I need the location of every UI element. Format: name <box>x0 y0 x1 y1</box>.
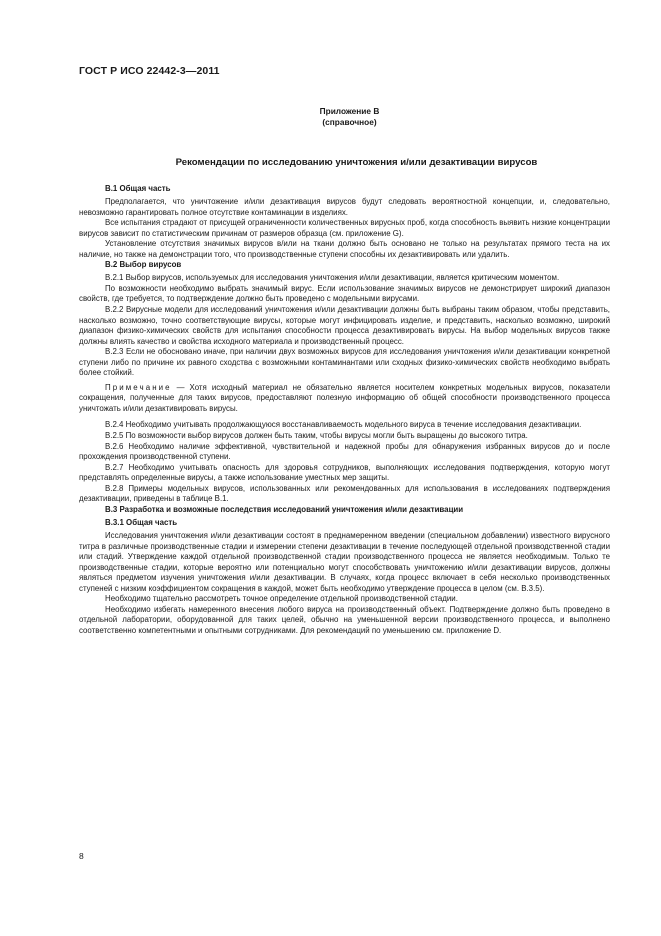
section-heading-b2: В.2 Выбор вирусов <box>105 260 182 270</box>
paragraph: Необходимо тщательно рассмотреть точное определение отдельной производственной стадии. <box>105 594 458 604</box>
paragraph: В.2.1 Выбор вирусов, используемых для исследования уничтожения и/или дезактивации, является критическим моментом. <box>105 273 560 283</box>
section-heading-b3: В.3 Разработка и возможные последствия исследований уничтожения и/или дезактивации <box>105 504 464 514</box>
paragraph: Исследования уничтожения и/или дезактивации состоят в преднамеренном введении (специальном добавлении) известного вирусного титра в различные производственные стадии и измерении степени дезактивации в течение последующей отдельной производственной стадии или стадий. Утверждение каждой отдельной производственной стадии производственного процесса не является необходимым. Только те производственные стадии, которые вероятно или потенциально могут способствовать уничтожению и/или дезактивации вирусов, должны являться предметом изучения уничтожения и/или дезактивации. В случаях, когда процесс включает в себя несколько производственных ступеней с низким коэффициентом сокращения в каждой, может быть необходимо утверждение процесса в целом (см. В.3.5). <box>79 530 610 593</box>
note <box>79 383 610 415</box>
paragraph: В.2.6 Необходимо наличие эффективной, чувствительной и надежной пробы для обнаружения избранных вирусов до и после прохождения производственной ступени. <box>79 441 610 462</box>
appendix-heading <box>0 106 661 127</box>
appendix-label: Приложение В <box>319 106 380 116</box>
page-number: 8 <box>79 851 84 861</box>
section-heading-b1: В.1 Общая часть <box>105 184 171 193</box>
subsection-heading-b3-1: В.3.1 Общая часть <box>105 517 178 527</box>
standard-designation: ГОСТ Р ИСО 22442-3—2011 <box>79 65 220 77</box>
paragraph: По возможности необходимо выбрать значимый вирус. Если использование значимых вирусов не демонстрирует широкий диапазон свойств, где требуется, то подтверждение должно быть проведено с модельными вирусами. <box>79 283 610 304</box>
paragraph: В.2.4 Необходимо учитывать продолжающуюся восстанавливаемость модельного вируса в течение исследования дезактивации. <box>105 420 582 430</box>
paragraph: В.2.3 Если не обосновано иначе, при наличии двух возможных вирусов для исследования уничтожения и/или дезактивации конкретной ступени либо по причине их равного сходства с возможными контаминантами или сходных физико-химических свойств необходимо выбрать более стойкий. <box>79 347 610 378</box>
appendix-kind: (справочное) <box>322 116 377 127</box>
paragraph: В.2.2 Вирусные модели для исследований уничтожения и/или дезактивации должны быть выбраны таким образом, чтобы представить, насколько возможно, точно соответствующие вирусы, которые могут инфицировать изделие, и представить, насколько возможно, широкий диапазон физико-химических свойств для испытания способности процесса дезактивировать вирусы. На выбор модельных вирусов также должны влиять качество и свойства исходного материала и производственный процесс. <box>79 305 610 346</box>
paragraph: В.2.8 Примеры модельных вирусов, использованных или рекомендованных для использования в исследованиях подтверждения дезактивации, приведены в таблице В.1. <box>79 483 610 504</box>
document-body <box>79 183 610 636</box>
appendix-title: Рекомендации по исследованию уничтожения и/или дезактивации вирусов <box>175 157 538 168</box>
note-text: — Хотя исходный материал не обязательно является носителем конкретных модельных вирусов, показатели сокращения, полученные для таких вирусов, предоставляют полезную информацию об общей способности производственного процесса уничтожать и/или дезактивировать вирусы. <box>79 382 610 413</box>
paragraph: Установление отсутствия значимых вирусов в/или на ткани должно быть основано не только на результатах прямого теста на их наличие, но также на демонстрации того, что производственные ступени способны их дезактивировать или удалить. <box>79 239 610 259</box>
paragraph: В.2.5 По возможности выбор вирусов должен быть таким, чтобы вирусы могли быть выращены до высокого титра. <box>105 431 528 441</box>
paragraph: Предполагается, что уничтожение и/или дезактивация вирусов будут следовать вероятностной концепции, и, следовательно, невозможно гарантировать полное отсутствие контаминации в изделиях. <box>79 197 610 217</box>
paragraph: Все испытания страдают от присущей ограниченности количественных вирусных проб, когда способность выявить низкие концентрации вирусов зависит по статистическим причинам от размеров образца (см. приложение G). <box>79 218 610 238</box>
paragraph: В.2.7 Необходимо учитывать опасность для здоровья сотрудников, выполняющих исследования подтверждения, которую могут представлять определенные вирусы, а также использование уместных мер защиты. <box>79 462 610 483</box>
paragraph: Необходимо избегать намеренного внесения любого вируса на производственный объект. Подтверждение должно быть проведено в отдельной лаборатории, оборудованной для таких целей, обычно на уменьшенной версии производственного процесса, и выполнено соответственно компетентными и опытными сотрудниками. Для рекомендаций по уменьшению см. приложение D. <box>79 604 610 635</box>
note-label: Примечание <box>105 382 172 392</box>
